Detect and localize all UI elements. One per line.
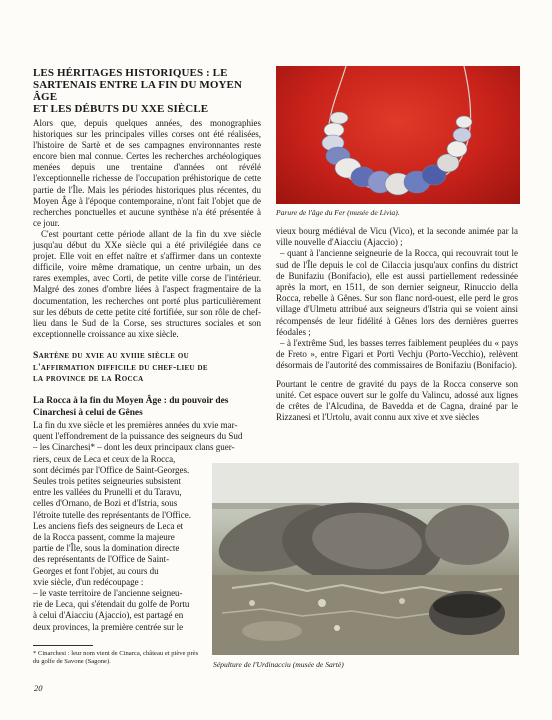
text-line: de la Rocca passent, comme la majeure [33,532,175,543]
right-paragraph: – à l'extrême Sud, les basses terres faiblement peuplées du « pays de Freto », entre Figari et Porti Vechju (Porto-Vecchio), relèvent désormais de l'autorité des commissaires de Bonifaziu (Bonifacio). [276,338,518,371]
subheading-line: Cinarchesi à celui de Gênes [33,407,143,418]
burial-site-illustration [212,463,519,655]
footnote: * Cinarchesi : leur nom vient de Cinarca, château et piève près du golfe de Savone (Sagone). [33,650,199,665]
right-paragraph: Pourtant le centre de gravité du pays de la Rocca conserve son unité. Cet espace ouvert sur le golfe du Valincu, adossé aux lignes de crêtes de l'Alcudina, de Bavedda et de Cagna, drainé par le Rizzanesi et l'Urtolu, avait connu aux xive et xve siècles [276,378,518,423]
text-line: partie de l'Île, sous la domination directe [33,543,180,554]
right-column-text [276,226,518,423]
text-line: La fin du xve siècle et les premières années du xvie mar- [33,420,238,430]
text-line: celles d'Ornano, de Bozi et d'Istria, sous [33,498,178,509]
text-line: l'étroite tutelle des représentants de l'Office. [33,509,192,520]
right-paragraph: – quant à l'ancienne seigneurie de la Rocca, qui recouvrait tout le sud de l'Île depuis le col de Cilaccia jusqu'aux confins du district de Bunifaziu (Bonifacio), elle est aussi partiellement redessinée après la mort, en 1511, de son dernier seigneur, Rinuccio della Rocca, rebelle à Gênes. Sur son flanc nord-ouest, elle perd le gros village d'Ulmetu attribué aux seigneurs d'Istria qui se voient ainsi récompensés de leur fidélité à Gênes lors des dernières guerres féodales ; [276,248,518,337]
text-line: Georges et font l'objet, au cours du [33,565,159,576]
text-line: Les anciens fiefs des seigneurs de Leca et [33,520,184,531]
text-line: Seules trois petites seigneuries subsistent [33,476,181,487]
title-line: LES HÉRITAGES HISTORIQUES : LE [33,67,228,79]
caption-burial-site: Sépulture de l'Urdinacciu (musée de Sartè) [213,660,344,669]
section-heading-line: Sartène du xvie au xviiie siècle ou [33,350,190,361]
subheading-line: La Rocca à la fin du Moyen Âge : du pouvoir des [33,396,229,406]
intro-paragraph: Alors que, depuis quelques années, des monographies historiques sur les principales villes corses ont été réalisées, l'histoire de Sartè et de ses campagnes environnantes reste encore bien mal connue. Certes les recherches archéologiques menées depuis une trentaine d'années ont révélé l'exceptionnelle richesse de l'occupation préhistorique de cette partie de l'Île. Mais les périodes historiques plus récentes, du Moyen Âge à l'époque contemporaine, n'ont fait l'objet que de recherches ponctuelles et aucune synthèse n'a été présentée à ce jour. [33,118,261,228]
photo-burial-site [212,463,519,655]
text-line: xvie siècle, d'un redécoupage : [33,576,144,587]
section-heading-line: la province de la Rocca [33,373,144,384]
text-line: sont décimés par l'Office de Saint-Georges. [33,464,190,475]
section-heading-line: l'affirmation difficile du chef-lieu de [33,361,208,373]
text-line: des représentants de l'Office de Saint- [33,554,170,565]
page-title [33,67,253,115]
right-paragraph: vieux bourg médiéval de Vicu (Vico), et la seconde animée par la ville nouvelle d'Aiacciu (Ajaccio) ; [276,226,518,248]
text-line: – le vaste territoire de l'ancienne seigneu- [33,588,183,599]
text-line: entre les vallées du Prunelli et du Taravu, [33,487,182,498]
title-line: ET LES DÉBUTS DU XXE SIÈCLE [33,103,209,115]
section-heading [33,350,261,385]
text-line: deux provinces, la première centrée sur le [33,621,184,632]
caption-bead-necklace: Parure de l'âge du Fer (musée de Livia). [276,208,400,217]
intro-paragraph: C'est pourtant cette période allant de la fin du xve siècle jusqu'au début du XXe siècle qui a été privilégiée dans ce projet. Elle voit en effet naître et s'affirmer dans un contexte difficile, voire même dramatique, un centre urbain, un des rares exemples, avec Corti, de petite ville corse de l'intérieur. Malgré des zones d'ombre liées à l'aspect fragmentaire de la documentation, les recherches ont porté plus particulièrement sur les débuts de cette petite cité fortifiée, sur son rôle de chef-lieu dans le Sud de la Corse, ses structures sociales et son exceptionnelle croissance au xixe siècle. [33,228,261,339]
text-line: quent l'effondrement de la puissance des seigneurs du Sud [33,431,243,442]
bead-necklace-illustration [276,66,520,204]
text-line: à celui d'Aiacciu (Ajaccio), est partagé en [33,610,184,621]
title-line: SARTENAIS ENTRE LA FIN DU MOYEN ÂGE [33,79,242,103]
subheading [33,396,261,419]
photo-bead-necklace [276,66,520,204]
text-line: – les Cinarchesi* – dont les deux principaux clans guer- [33,442,235,453]
footnote-divider [33,645,93,646]
text-line: riers, ceux de Leca et ceux de la Rocca, [33,453,176,464]
page-number: 20 [34,683,43,693]
intro-text [33,118,261,340]
text-line: rie de Leca, qui s'étendait du golfe de Portu [33,599,190,610]
